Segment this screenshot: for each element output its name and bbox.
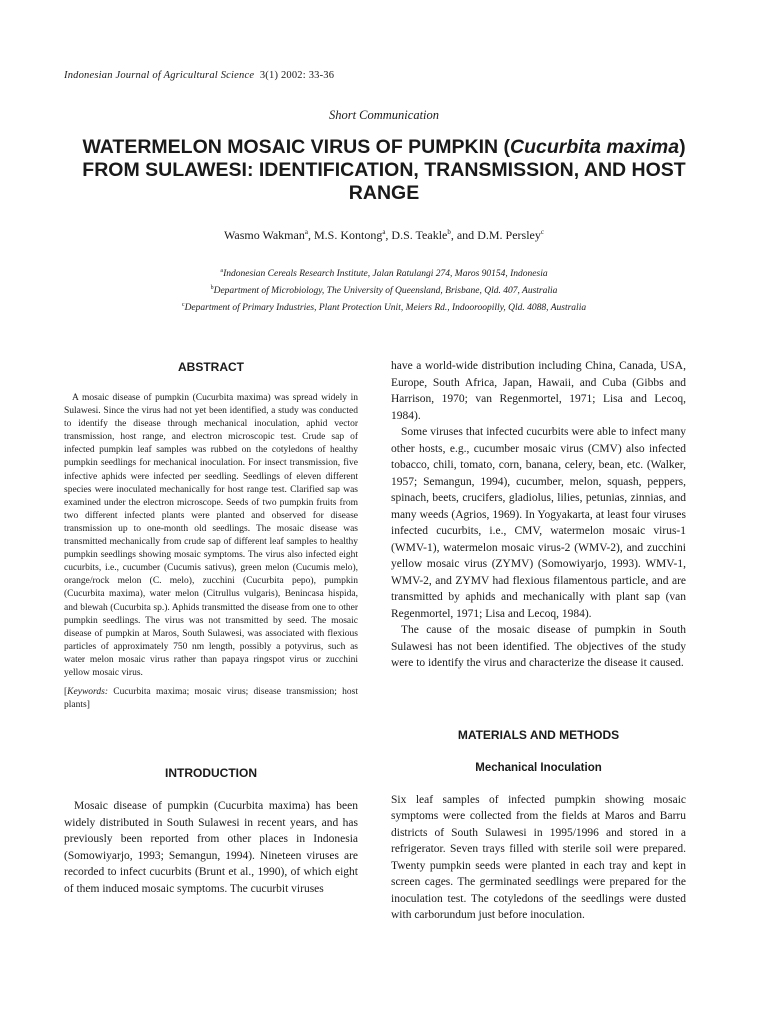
affiliation-text: Department of Primary Industries, Plant Protection Unit, Meiers Rd., Indooroopilly, Qld. 4088, Australia [184,303,587,314]
affiliation-mark: a [220,268,224,274]
author: D.S. Teakle [391,228,448,242]
author-affiliation-mark: a [304,228,308,236]
author-affiliation-mark: b [447,228,451,236]
introduction-paragraph: Some viruses that infected cucurbits were able to infect many other hosts, e.g., cucumber mosaic virus (CMV) also infected tobacco, chili, tomato, corn, banana, celery, bean, etc. (Walker, 1957; Semangun, 1994), cucumber, melon, squash, peppers, spinach, beets, crucifers, gladiolus, lilies, petunias, zinnias, and many weeds (Agrios, 1969). In Yogyakarta, at least four viruses infected cucurbits, i.e., CMV, watermelon mosaic virus-1 (WMV-1), watermelon mosaic virus-2 (WMV-2), and zucchini yellow mosaic virus (ZYMV) (Somowiyarjo, 1993). WMV-1, WMV-2, and ZYMV had flexious filamentous particle, and are transmitted by aphids and mechanically with plant sap (van Regenmortel, 1971; Lisa and Lecoq, 1984). [391,426,686,620]
author: D.M. Persley [477,228,541,242]
left-column [64,360,358,897]
title-part-2: ) FROM SULAWESI: IDENTIFICATION, TRANSMISSION, AND HOST RANGE [82,136,686,204]
abstract-heading: ABSTRACT [178,360,244,374]
author-separator: , [385,228,392,242]
keywords: [Keywords: Cucurbita maxima; mosaic virus; disease transmission; host plants] [64,687,358,711]
affiliation-mark: c [181,302,185,309]
article-type: Short Communication [328,108,440,122]
author: Wasmo Wakman [224,228,305,242]
affiliation-text: Department of Microbiology, The University of Queensland, Brisbane, Qld. 407, Australia [213,286,558,297]
methods-paragraph: Six leaf samples of infected pumpkin showing mosaic symptoms were collected from the fields at Maros and Barru districts of South Sulawesi in 1995/1996 and stored in a refrigerator. Seven trays filled with sterile soil were prepared. Twenty pumpkin seeds were planted in each tray and kept in screen cages. The germinated seedlings were prepared for the inoculation test. The cotyledons of the seedlings were dusted with carborundum just before inoculation. [391,793,686,921]
author-separator: , and [450,228,478,242]
title-species: Cucurbita maxima [510,136,680,158]
introduction-heading: INTRODUCTION [165,766,257,781]
keywords-text: Cucurbita maxima; mosaic virus; disease transmission; host plants [64,687,358,711]
abstract-text: A mosaic disease of pumpkin (Cucurbita maxima) was spread widely in Sulawesi. Since the virus had not yet been identified, a study was conducted to identify the disease through mechanical inoculation, aphid vector transmission, host range, and electron microscopic test. Crude sap of infected pumpkin leaf samples was rubbed on the cotyledons of healthy pumpkin seedlings for mechanical inoculation. For insect transmission, five infective aphids were infected per seedling. Seedlings of eleven different species were inoculated mechanically for host range test. Clarified sap was examined under the electron microscope. Seeds of two pumpkin fruits from two different infected plants were planted and observed for disease transmission up to one-month old seedlings. The mosaic disease was transmitted mechanically from crude sap of different leaf samples to healthy pumpkin seedlings showing mosaic symptoms. The virus also infected eight cucurbits, i.e., cucumber (Cucumis sativus), green melon (Cucumis melo), orange/rock melon (C. melo), zucchini (Cucurbita pepo), pumpkin (Cucurbita maxima), water melon (Citrullus vulgaris), Benincasa hispida, and blewah (Cucurbita sp.). Aphids transmitted the disease from one to other pumpkin seedlings. The virus was not transmitted by seed. The mosaic disease of pumpkin at Maros, South Sulawesi, was associated with flexious particles of approximately 750 nm length, possibly a potyvirus, such as water melon mosaic virus rather than papaya ringspot virus or zucchini yellow mosaic virus. [64,393,358,678]
affiliation-mark: b [210,285,214,292]
journal-header [64,70,334,81]
author: M.S. Kontong [313,228,383,242]
right-column [391,358,686,924]
keywords-label: Keywords: [67,687,108,698]
affiliation-list [0,264,768,315]
methods-heading: MATERIALS AND METHODS [457,727,620,742]
journal-volume: 3(1) 2002: 33-36 [259,70,335,81]
journal-name: Indonesian Journal of Agricultural Science [64,70,255,81]
affiliation [0,281,768,298]
author-affiliation-mark: a [382,228,386,236]
author-list [0,228,768,243]
introduction-paragraph: The cause of the mosaic disease of pumpkin in South Sulawesi has not been identified. The objectives of the study were to identify the virus and characterize the disease it caused. [391,624,686,669]
affiliation-text: Indonesian Cereals Research Institute, Jalan Ratulangi 274, Maros 90154, Indonesia [223,269,548,280]
author-separator: , [307,228,314,242]
title-part-1: WATERMELON MOSAIC VIRUS OF PUMPKIN ( [82,136,510,158]
introduction-paragraph: Mosaic disease of pumpkin (Cucurbita maxima) has been widely distributed in South Sulawesi in recent years, and has previously been reported from other places in Indonesia (Somowiyarjo, 1993; Semangun, 1994). Nineteen viruses are recorded to infect cucurbits (Brunt et al., 1990), of which eight of them induced mosaic symptoms. The cucurbit viruses [64,800,358,895]
affiliation [0,264,768,281]
paper-title [60,136,708,205]
author-affiliation-mark: c [540,228,544,236]
affiliation [0,298,768,315]
introduction-paragraph-continued: have a world-wide distribution including China, Canada, USA, Europe, South Africa, Japan, Hawaii, and Cuba (Gibbs and Harrison, 1970; van Regenmortel, 1971; Lisa and Lecoq, 1984). [391,360,686,422]
methods-subheading: Mechanical Inoculation [475,761,602,774]
